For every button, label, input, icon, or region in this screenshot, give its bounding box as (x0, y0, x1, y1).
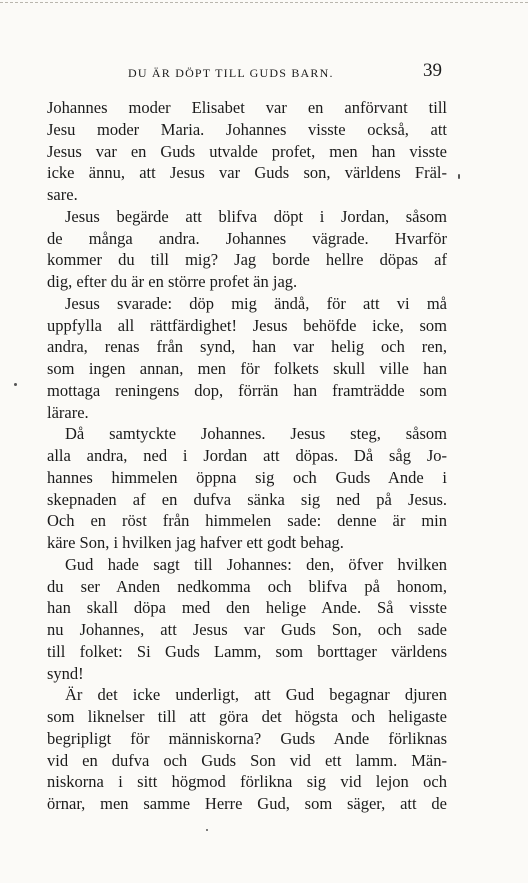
text-line: Och en röst från himmelen sade: denne är min (47, 511, 447, 531)
text-line: örnar, men samme Herre Gud, som säger, att de (47, 794, 447, 813)
text-line: Gud hade sagt till Johannes: den, öfver hvilken (65, 554, 447, 574)
text-line: Är det icke underligt, att Gud begagnar djuren (65, 685, 447, 705)
body-text (47, 97, 447, 815)
text-line: du ser Anden nedkomma och blifva på honom, (47, 576, 447, 596)
text-line: andra, renas från synd, han var helig och ren, (47, 337, 447, 357)
text-line: alla andra, ned i Jordan att döpas. Då såg Jo- (47, 446, 447, 465)
text-line: lärare. (47, 402, 89, 422)
text-line: begripligt för människorna? Guds Ande förliknas (47, 728, 447, 748)
text-line: nu Johannes, att Jesus var Guds Son, och sade (47, 620, 447, 639)
text-line: vid en dufva och Guds Son vid ett lamm. Män- (47, 750, 447, 770)
text-line: Jesu moder Maria. Johannes visste också, att (47, 119, 447, 139)
text-line: sare. (47, 185, 78, 204)
text-line: hannes himmelen öppna sig och Guds Ande i (47, 467, 447, 487)
text-line: uppfylla all rättfärdighet! Jesus behöfde icke, som (47, 315, 447, 335)
running-head (0, 58, 528, 88)
scan-edge-line (0, 2, 528, 3)
text-line: dig, efter du är en större profet än jag. (47, 272, 298, 291)
text-line: kommer du till mig? Jag borde hellre döpas af (47, 250, 447, 270)
text-line: Jesus svarade: döp mig ändå, för att vi må (65, 293, 447, 313)
text-line: Johannes moder Elisabet var en anförvant till (47, 98, 447, 117)
text-line: han skall döpa med den helige Ande. Så visste (47, 598, 447, 618)
text-line: skepnaden af en dufva sänka sig ned på Jesus. (47, 489, 447, 509)
text-line: Jesus begärde att blifva döpt i Jordan, såsom (65, 206, 447, 226)
text-line: Då samtyckte Johannes. Jesus steg, såsom (65, 424, 447, 444)
text-line: käre Son, i hvilken jag hafver ett godt behag. (47, 533, 344, 552)
text-line: Jesus var en Guds utvalde profet, men han visste (47, 141, 447, 161)
text-line: icke ännu, att Jesus var Guds son, världens Fräl- (47, 163, 447, 183)
text-line: mottaga reningens dop, förrän han framträdde som (47, 380, 447, 400)
text-line: synd! (47, 663, 84, 683)
page-number: 39 (423, 60, 442, 81)
ink-speck (206, 829, 208, 831)
ink-speck (14, 383, 17, 386)
text-line: de många andra. Johannes vägrade. Hvarför (47, 228, 447, 248)
text-line: niskorna i sitt högmod förlikna sig vid lejon och (47, 772, 447, 792)
text-line: som liknelser till att göra det högsta och heligaste (47, 707, 447, 726)
text-line: till folket: Si Guds Lamm, som borttager världens (47, 641, 447, 661)
text-line: som ingen annan, men för folkets skull ville han (47, 359, 447, 378)
running-head-title: DU ÄR DÖPT TILL GUDS BARN. (128, 66, 334, 80)
ink-speck (458, 174, 460, 179)
